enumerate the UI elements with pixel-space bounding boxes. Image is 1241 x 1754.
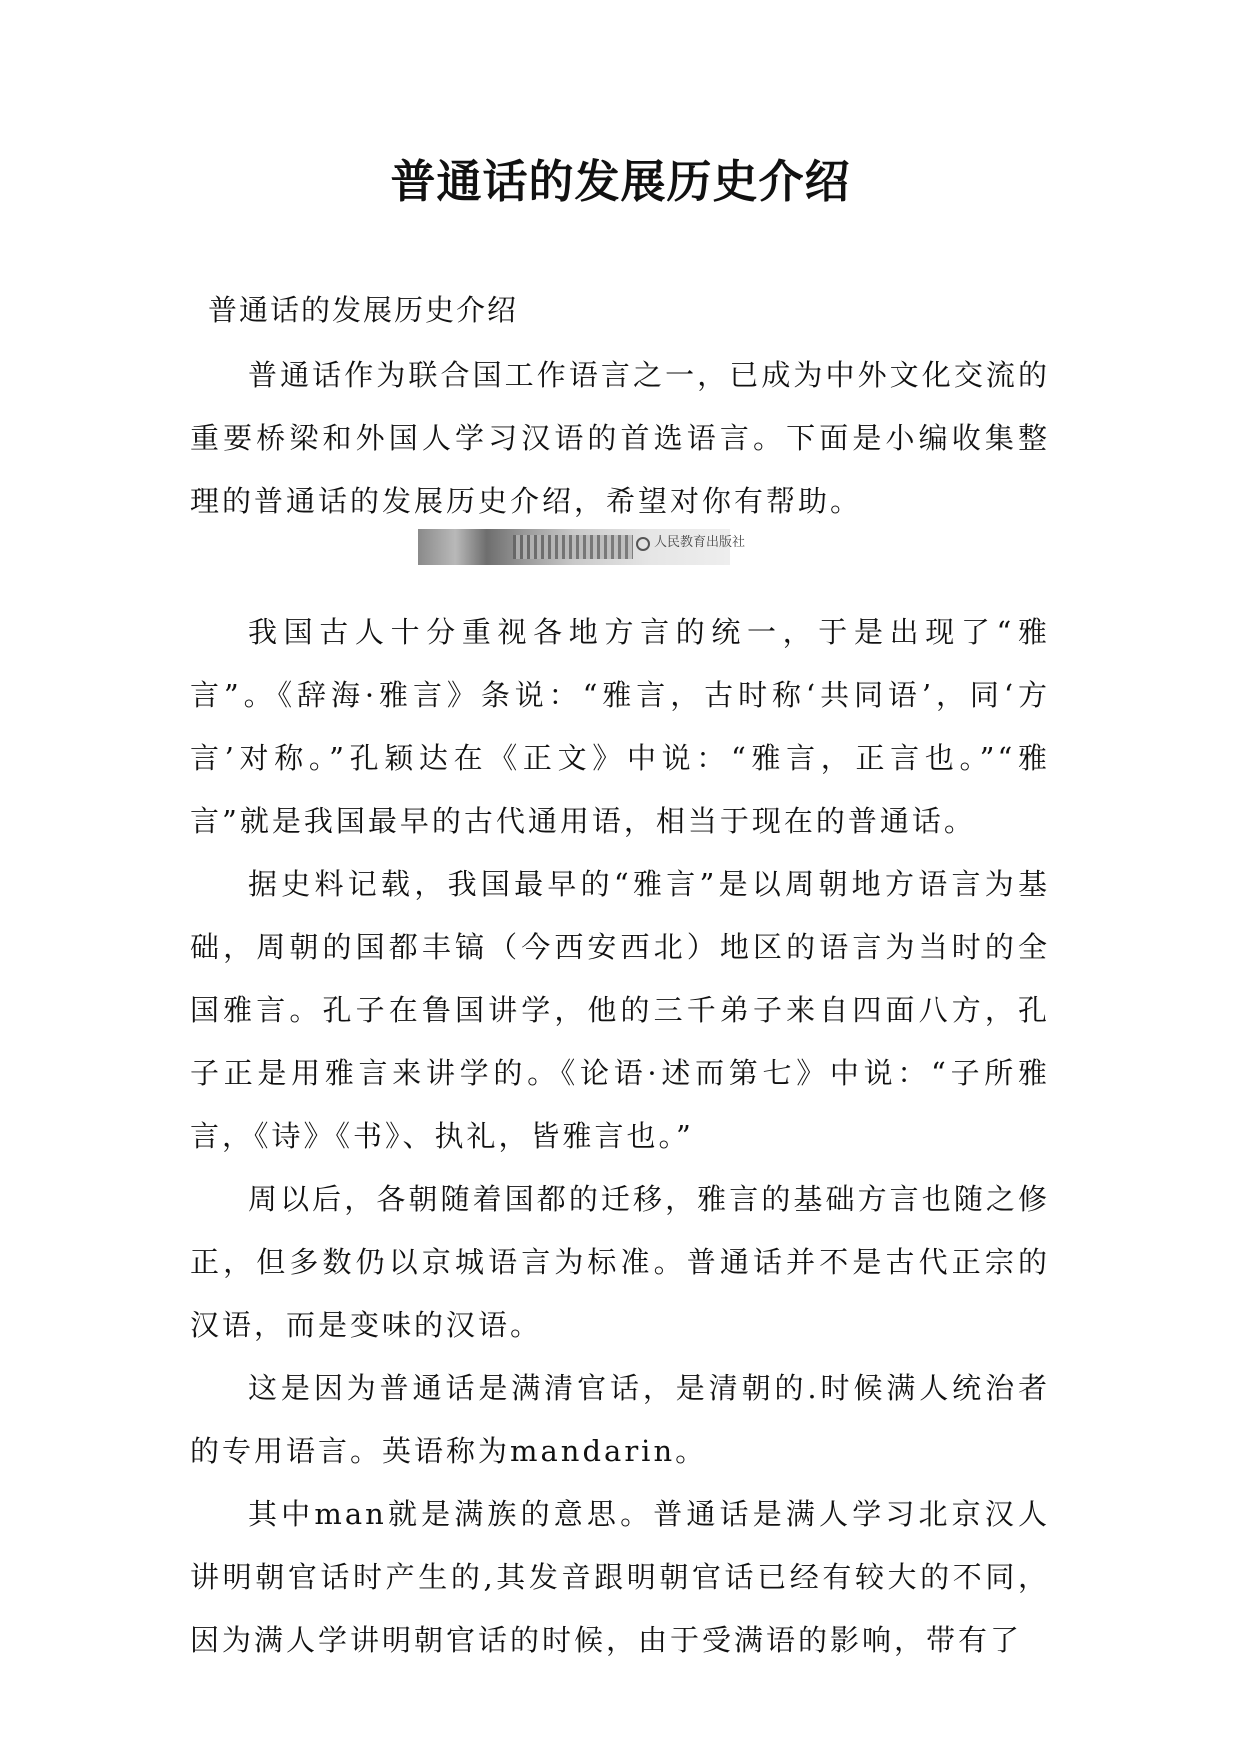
document-subtitle: 普通话的发展历史介绍 (208, 293, 519, 327)
body-paragraph-5: 其中man就是满族的意思。普通话是满人学习北京汉人讲明朝官话时产生的,其发音跟明朝官话已经有较大的不同，因为满人学讲明朝官话的时候，由于受满语的影响，带有了 (190, 1497, 1050, 1657)
banner-image-caption: 人民教育出版社 (654, 535, 746, 550)
body-paragraph-2: 据史料记载，我国最早的“雅言”是以周朝地方语言为基础，周朝的国都丰镐（今西安西北）地区的语言为当时的全国雅言。孔子在鲁国讲学，他的三千弟子来自四面八方，孔子正是用雅言来讲学的。《论语·述而第七》中说：“子所雅言，《诗》《书》、执礼，皆雅言也。” (190, 867, 1050, 1153)
section-spacer (190, 565, 1050, 601)
body-paragraph-3: 周以后，各朝随着国都的迁移，雅言的基础方言也随之修正，但多数仍以京城语言为标准。普通话并不是古代正宗的汉语，而是变味的汉语。 (190, 1182, 1050, 1342)
body-paragraph-4: 这是因为普通话是满清官话，是清朝的.时候满人统治者的专用语言。英语称为mandarin。 (190, 1371, 1050, 1468)
intro-paragraph: 普通话作为联合国工作语言之一，已成为中外文化交流的重要桥梁和外国人学习汉语的首选语言。下面是小编收集整理的普通话的发展历史介绍，希望对你有帮助。 (190, 358, 1050, 518)
document-body (190, 290, 1050, 1672)
banner-image-texture (513, 535, 633, 559)
banner-image (418, 529, 746, 565)
body-paragraph-1: 我国古人十分重视各地方言的统一，于是出现了“雅言”。《辞海·雅言》条说：“雅言，古时称‘共同语’，同‘方言’对称。”孔颖达在《正文》中说：“雅言，正言也。”“雅言”就是我国最早的古代通用语，相当于现在的普通话。 (190, 615, 1050, 838)
document-title: 普通话的发展历史介绍 (390, 155, 851, 208)
publisher-logo-icon (636, 537, 650, 551)
